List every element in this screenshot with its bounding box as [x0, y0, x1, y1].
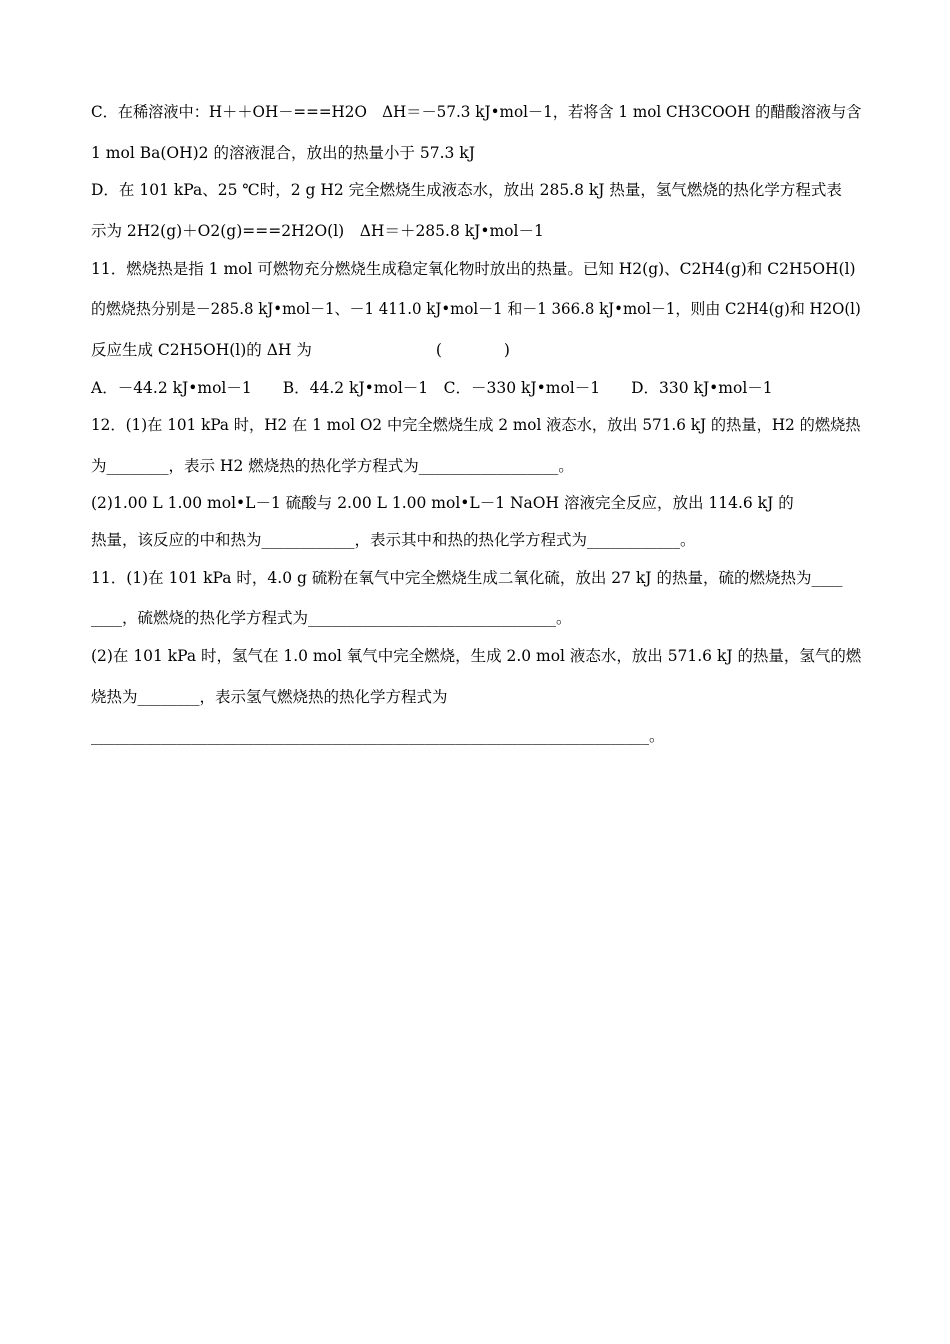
question-11b-part-2-line-2: 烧热为________，表示氢气燃烧热的热化学方程式为: [91, 688, 448, 706]
question-12-part-2-line-2: 热量，该反应的中和热为____________，表示其中和热的热化学方程式为____________。: [91, 531, 696, 549]
option-d-line-2: 示为 2H2(g)＋O2(g)===2H2O(l) ΔH＝＋285.8 kJ•mol－1: [91, 222, 544, 240]
question-11-line-1: 11．燃烧热是指 1 mol 可燃物充分燃烧生成稳定氧化物时放出的热量。已知 H2(g)、C2H4(g)和 C2H5OH(l): [91, 260, 856, 278]
option-c-line-2: 1 mol Ba(OH)2 的溶液混合，放出的热量小于 57.3 kJ: [91, 144, 475, 162]
question-11-options: A．－44.2 kJ•mol－1 B．44.2 kJ•mol－1 C．－330 kJ•mol－1 D．330 kJ•mol－1: [91, 379, 773, 397]
question-11b-part-1-line-1: 11．(1)在 101 kPa 时，4.0 g 硫粉在氧气中完全燃烧生成二氧化硫，放出 27 kJ 的热量，硫的燃烧热为____: [91, 569, 843, 587]
question-11-line-3: 反应生成 C2H5OH(l)的 ΔH 为 ( ): [91, 341, 510, 359]
option-c-line-1: C．在稀溶液中：H＋＋OH－===H2O ΔH＝－57.3 kJ•mol－1，若将含 1 mol CH3COOH 的醋酸溶液与含: [91, 103, 862, 121]
option-d-line-1: D．在 101 kPa、25 ℃时，2 g H2 完全燃烧生成液态水，放出 285.8 kJ 热量，氢气燃烧的热化学方程式表: [91, 181, 842, 199]
question-11b-part-2-line-1: (2)在 101 kPa 时，氢气在 1.0 mol 氧气中完全燃烧，生成 2.0 mol 液态水，放出 571.6 kJ 的热量，氢气的燃: [91, 647, 862, 665]
question-12-part-2-line-1: (2)1.00 L 1.00 mol•L－1 硫酸与 2.00 L 1.00 mol•L－1 NaOH 溶液完全反应，放出 114.6 kJ 的: [91, 494, 794, 512]
question-12-part-1-line-2: 为________，表示 H2 燃烧热的热化学方程式为__________________。: [91, 457, 574, 475]
question-11b-part-1-line-2: ____，硫燃烧的热化学方程式为________________________________。: [91, 609, 572, 627]
answer-blank-line: ________________________________________________________________________。: [91, 727, 665, 745]
question-12-part-1-line-1: 12．(1)在 101 kPa 时，H2 在 1 mol O2 中完全燃烧生成 2 mol 液态水，放出 571.6 kJ 的热量，H2 的燃烧热: [91, 416, 861, 434]
question-11-line-2: 的燃烧热分别是－285.8 kJ•mol－1、－1 411.0 kJ•mol－1 和－1 366.8 kJ•mol－1，则由 C2H4(g)和 H2O(l): [91, 300, 861, 318]
